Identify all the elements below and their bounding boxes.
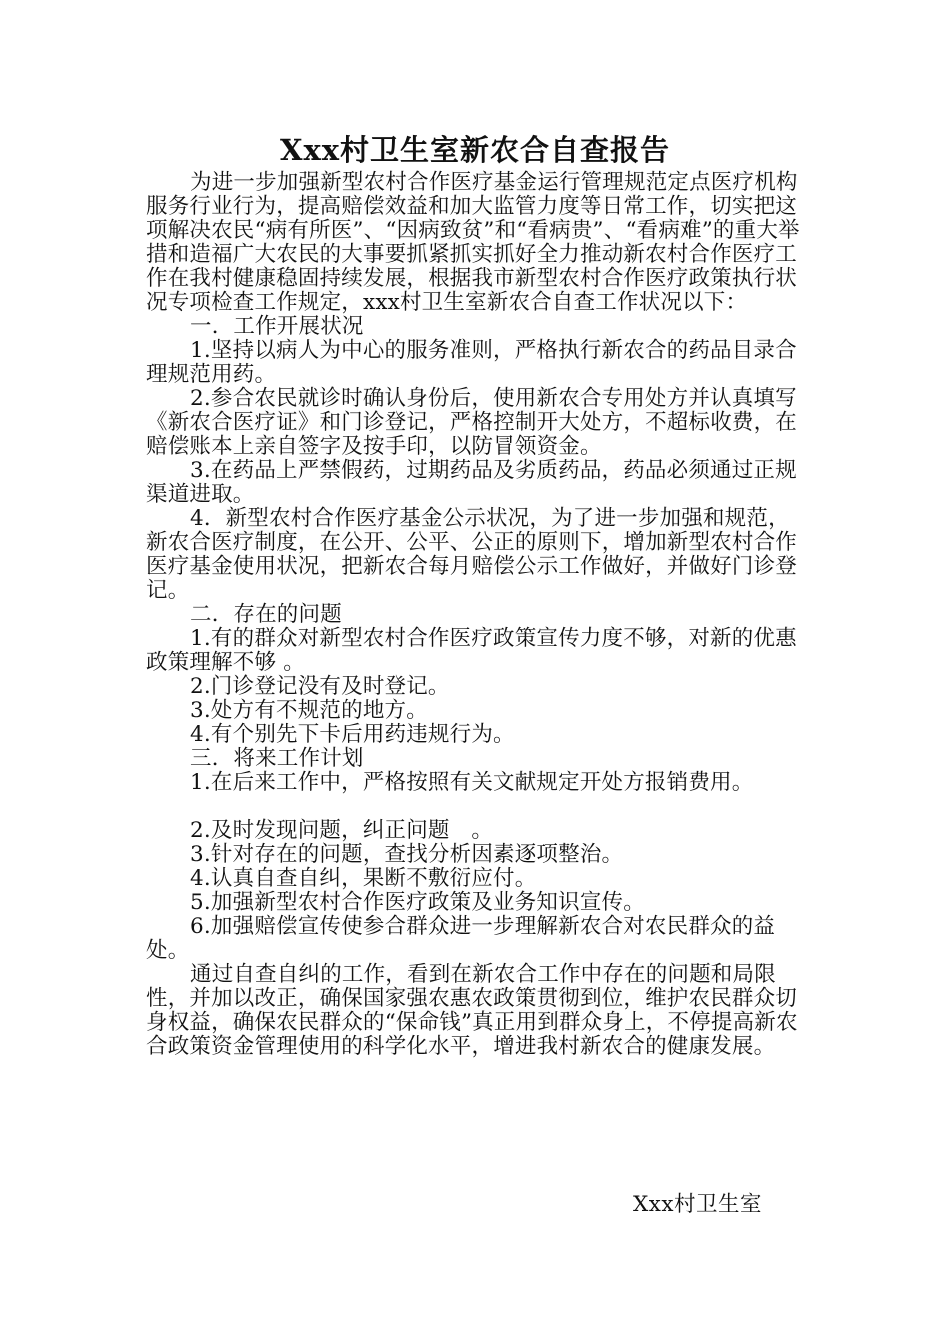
section-heading-problems: 二．存在的问题: [190, 602, 342, 627]
document-title: Xxx村卫生室新农合自查报告: [279, 133, 671, 167]
conclusion-paragraph: 通过自查自纠的工作，看到在新农合工作中存在的问题和局限性，并加以改正，确保国家强农惠农政策贯彻到位，维护农民群众切身权益，确保农民群众的“保命钱”真正用到群众身上，不停提高新农合政策资金管理使用的科学化水平，增进我村新农合的健康发展。: [146, 962, 798, 1059]
list-item: 4.认真自查自纠，果断不敷衍应付。: [190, 866, 537, 891]
list-item: 1.有的群众对新型农村合作医疗政策宣传力度不够，对新的优惠政策理解不够 。: [146, 626, 797, 675]
list-item: 2.及时发现问题，纠正问题 。: [190, 818, 494, 843]
signature: Xxx村卫生室: [633, 1192, 763, 1217]
list-item: 1.坚持以病人为中心的服务准则，严格执行新农合的药品目录合理规范用药。: [146, 338, 797, 387]
list-item: 3.针对存在的问题，查找分析因素逐项整治。: [190, 842, 624, 867]
list-item: 4.有个别先下卡后用药违规行为。: [190, 722, 515, 747]
document-body: [146, 171, 808, 1059]
list-item: 2.参合农民就诊时确认身份后，使用新农合专用处方并认真填写《新农合医疗证》和门诊登记，严格控制开大处方，不超标收费，在赔偿账本上亲自签字及按手印，以防冒领资金。: [146, 386, 798, 459]
intro-paragraph: 为进一步加强新型农村合作医疗基金运行管理规范定点医疗机构服务行业行为，提高赔偿效益和加大监管力度等日常工作，切实把这项解决农民“病有所医”、“因病致贫”和“看病贵”、“看病难”的重大举措和造福广大农民的大事要抓紧抓实抓好全力推动新农村合作医疗工作在我村健康稳固持续发展，根据我市新型农村合作医疗政策执行状况专项检查工作规定，xxx村卫生室新农合自查工作状况以下：: [146, 170, 800, 315]
list-item: 3.在药品上严禁假药，过期药品及劣质药品，药品必须通过正规渠道进取。: [146, 458, 797, 507]
list-item: 5.加强新型农村合作医疗政策及业务知识宣传。: [190, 890, 645, 915]
list-item: 4．新型农村合作医疗基金公示状况，为了进一步加强和规范，新农合医疗制度，在公开、公平、公正的原则下，增加新型农村合作医疗基金使用状况，把新农合每月赔偿公示工作做好，并做好门诊登记。: [146, 506, 798, 603]
list-item: 6.加强赔偿宣传使参合群众进一步理解新农合对农民群众的益处。: [146, 914, 776, 963]
list-item: 1.在后来工作中，严格按照有关文献规定开处方报销费用。: [190, 770, 754, 795]
section-heading-future-plan: 三．将来工作计划: [190, 746, 364, 771]
blank-line: [146, 795, 808, 819]
list-item: 2.门诊登记没有及时登记。: [190, 674, 450, 699]
section-heading-work-status: 一．工作开展状况: [190, 314, 364, 339]
list-item: 3.处方有不规范的地方。: [190, 698, 428, 723]
